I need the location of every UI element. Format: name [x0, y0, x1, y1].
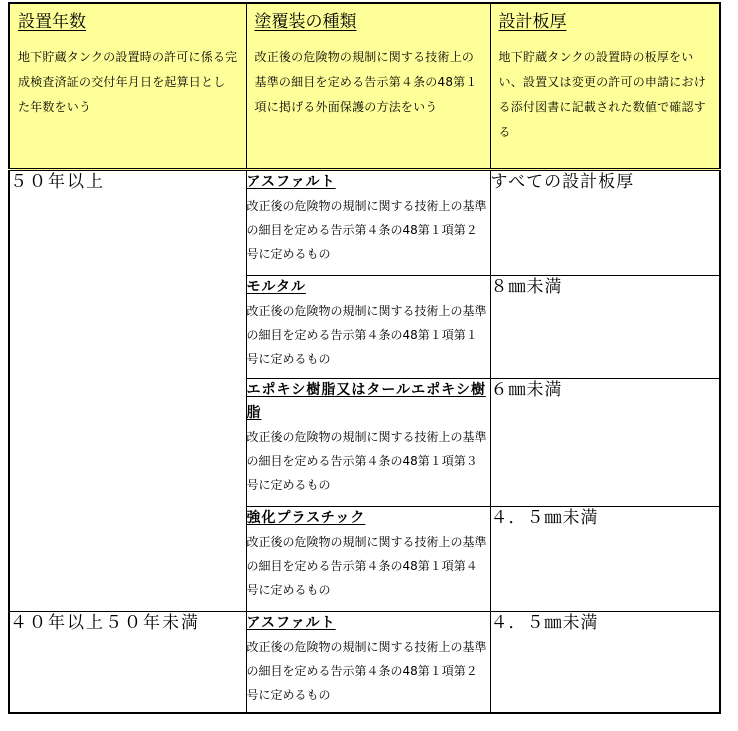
header-cell-coating — [246, 3, 490, 170]
header-desc-years: 地下貯蔵タンクの設置時の許可に係る完成検査済証の交付年月日を起算日とした年数をいう — [18, 50, 238, 114]
header-title-years: 設置年数 — [18, 12, 86, 32]
coating-desc: 改正後の危険物の規制に関する技術上の基準の細目を定める告示第４条の48第１項第２号に定めるもの — [246, 640, 487, 702]
years-cell — [9, 170, 246, 612]
header-desc-thickness: 地下貯蔵タンクの設置時の板厚をいい、設置又は変更の許可の申請における添付図書に記載された数値で確認する — [498, 50, 706, 139]
coating-desc: 改正後の危険物の規制に関する技術上の基準の細目を定める告示第４条の48第１項第３号に定めるもの — [246, 430, 487, 492]
years-value: ５０年以上 — [10, 172, 105, 192]
coating-name: モルタル — [246, 279, 306, 295]
table-header-row — [9, 3, 720, 170]
coating-name: 強化プラスチック — [246, 510, 366, 526]
thickness-cell — [490, 170, 720, 276]
header-desc-coating: 改正後の危険物の規制に関する技術上の基準の細目を定める告示第４条の48第１項に掲げる外面保護の方法をいう — [254, 50, 478, 114]
coating-cell — [246, 507, 490, 612]
header-title-coating: 塗覆装の種類 — [254, 12, 357, 32]
table-row — [9, 170, 720, 276]
thickness-cell — [490, 276, 720, 379]
coating-desc: 改正後の危険物の規制に関する技術上の基準の細目を定める告示第４条の48第１項第１号に定めるもの — [246, 304, 487, 366]
thickness-value: ４．５㎜未満 — [490, 508, 599, 528]
table-row — [9, 612, 720, 714]
thickness-cell — [490, 507, 720, 612]
years-cell — [9, 612, 246, 714]
thickness-value: ４．５㎜未満 — [490, 613, 599, 633]
coating-name: アスファルト — [246, 174, 336, 190]
years-value: ４０年以上５０年未満 — [10, 613, 200, 633]
corrosion-criteria-table — [8, 2, 721, 714]
thickness-value: すべての設計板厚 — [490, 172, 635, 192]
coating-cell — [246, 612, 490, 714]
coating-name: エポキシ樹脂又はタールエポキシ樹脂 — [246, 382, 486, 421]
thickness-value: ６㎜未満 — [490, 380, 563, 400]
thickness-cell — [490, 612, 720, 714]
header-title-thickness: 設計板厚 — [498, 12, 567, 32]
coating-name: アスファルト — [246, 615, 336, 631]
thickness-cell — [490, 379, 720, 507]
coating-cell — [246, 276, 490, 379]
header-cell-years — [9, 3, 246, 170]
thickness-value: ８㎜未満 — [490, 277, 563, 297]
coating-desc: 改正後の危険物の規制に関する技術上の基準の細目を定める告示第４条の48第１項第４号に定めるもの — [246, 535, 487, 597]
coating-cell — [246, 170, 490, 276]
coating-cell — [246, 379, 490, 507]
coating-desc: 改正後の危険物の規制に関する技術上の基準の細目を定める告示第４条の48第１項第２号に定めるもの — [246, 199, 487, 261]
header-cell-thickness — [490, 3, 720, 170]
